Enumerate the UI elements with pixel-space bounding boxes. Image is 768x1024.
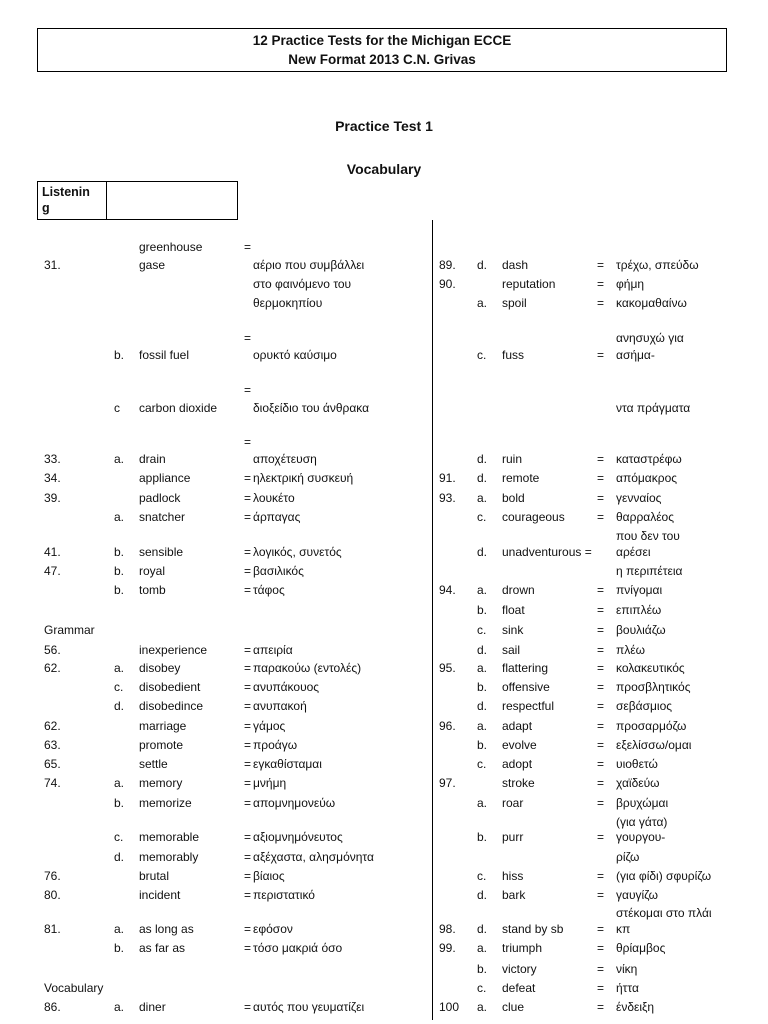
right-row-eq: = (597, 603, 605, 617)
left-row-word: gase (139, 258, 166, 272)
right-row-word: courageous (502, 510, 565, 524)
left-row-num: 62. (44, 719, 61, 733)
left-row-eq: = (244, 583, 252, 597)
left-row-num: 63. (44, 738, 61, 752)
left-row-word: incident (139, 888, 181, 902)
left-row-word: royal (139, 564, 166, 578)
right-row-trans: η περιπέτεια (616, 564, 683, 578)
left-row-trans: τόσο μακριά όσο (253, 941, 343, 955)
left-row-eq: = (244, 830, 252, 844)
left-row-letter: c. (114, 830, 124, 844)
right-row-word: bark (502, 888, 526, 902)
left-row-eq: = (244, 776, 252, 790)
left-row-trans: γάμος (253, 719, 286, 733)
right-row-trans: (για φίδι) σφυρίζω (616, 869, 712, 883)
left-row-word: memorably (139, 850, 199, 864)
right-row-word: reputation (502, 277, 556, 291)
left-row-num: 76. (44, 869, 61, 883)
left-row-num: 34. (44, 471, 61, 485)
vocabulary-section-label: Vocabulary (44, 981, 104, 995)
right-row-eq: = (597, 583, 605, 597)
left-row-trans: διοξείδιο του άνθρακα (253, 401, 370, 415)
right-row-trans: υιοθετώ (616, 757, 658, 771)
right-row-eq: = (597, 776, 605, 790)
right-row-letter: a. (477, 491, 488, 505)
left-row-letter: a. (114, 1000, 125, 1014)
left-row-letter: b. (114, 796, 125, 810)
left-row-num: 62. (44, 661, 61, 675)
left-row-eq: = (244, 491, 252, 505)
left-row-word: drain (139, 452, 166, 466)
right-row-letter: d. (477, 545, 488, 559)
right-row-word: stand by sb (502, 922, 564, 936)
left-row-trans: περιστατικό (253, 888, 315, 902)
left-row-eq: = (244, 435, 252, 449)
left-row-trans: αυτός που γευματίζει (253, 1000, 365, 1014)
right-row-word: ruin (502, 452, 523, 466)
listening-label-cell (38, 182, 107, 219)
right-row-eq: = (597, 452, 605, 466)
right-row-trans: βουλιάζω (616, 623, 666, 637)
left-row-letter: c (114, 401, 120, 415)
left-row-num: 65. (44, 757, 61, 771)
right-row-word: roar (502, 796, 524, 810)
right-row-trans: καταστρέφω (616, 452, 682, 466)
right-row-letter: d. (477, 452, 488, 466)
left-row-trans: θερμοκηπίου (253, 296, 323, 310)
right-row-eq: = (597, 510, 605, 524)
right-row-word: sail (502, 643, 521, 657)
left-row-eq: = (244, 331, 252, 345)
left-row-trans: εγκαθίσταμαι (253, 757, 322, 771)
right-row-eq: = (597, 699, 605, 713)
left-row-word: greenhouse (139, 240, 203, 254)
document-title-box (37, 28, 727, 72)
left-row-word: appliance (139, 471, 191, 485)
left-row-trans: στο φαινόμενο του (253, 277, 352, 291)
right-row-word: remote (502, 471, 540, 485)
right-row-num: 96. (439, 719, 456, 733)
right-row-word: bold (502, 491, 525, 505)
left-row-word: fossil fuel (139, 348, 190, 362)
right-row-letter: a. (477, 661, 488, 675)
right-row-letter: a. (477, 719, 488, 733)
right-row-word: respectful (502, 699, 555, 713)
right-row-num: 95. (439, 661, 456, 675)
left-row-eq: = (244, 564, 252, 578)
right-row-word: offensive (502, 680, 550, 694)
right-row-letter: d. (477, 643, 488, 657)
left-row-num: 47. (44, 564, 61, 578)
left-row-word: carbon dioxide (139, 401, 218, 415)
left-row-eq: = (244, 941, 252, 955)
left-row-trans: τάφος (253, 583, 285, 597)
right-row-eq: = (597, 623, 605, 637)
right-row-letter: b. (477, 680, 488, 694)
right-row-eq: = (597, 738, 605, 752)
left-row-letter: b. (114, 348, 125, 362)
left-row-letter: a. (114, 510, 125, 524)
title-line-1: 12 Practice Tests for the Michigan ECCE (252, 33, 512, 48)
left-row-trans: αξέχαστα, αλησμόνητα (253, 850, 374, 864)
right-row-eq: = (597, 719, 605, 733)
right-row-trans: προσβλητικός (616, 680, 691, 694)
right-row-trans: που δεν του (616, 529, 680, 543)
right-row-num: 98. (439, 922, 456, 936)
left-row-letter: c. (114, 680, 124, 694)
left-row-eq: = (244, 869, 252, 883)
right-row-word: fuss (502, 348, 525, 362)
right-row-trans: επιπλέω (616, 603, 662, 617)
right-row-letter: c. (477, 623, 487, 637)
right-row-eq: = (597, 830, 605, 844)
right-row-eq: = (597, 757, 605, 771)
left-row-trans: παρακούω (εντολές) (253, 661, 362, 675)
left-row-word: padlock (139, 491, 181, 505)
right-row-eq: = (597, 888, 605, 902)
right-row-trans: αρέσει (616, 545, 651, 559)
right-row-trans: (για γάτα) (616, 815, 668, 829)
right-row-word: defeat (502, 981, 536, 995)
right-row-word: drown (502, 583, 535, 597)
left-row-trans: ηλεκτρική συσκευή (253, 471, 354, 485)
right-row-eq: = (597, 348, 605, 362)
left-row-num: 80. (44, 888, 61, 902)
right-row-num: 91. (439, 471, 456, 485)
left-row-trans: ανυπακοή (253, 699, 307, 713)
right-row-trans: προσαρμόζω (616, 719, 687, 733)
left-row-num: 33. (44, 452, 61, 466)
left-row-letter: a. (114, 452, 125, 466)
right-row-trans: χαϊδεύω (616, 776, 660, 790)
left-row-letter: b. (114, 941, 125, 955)
left-row-trans: αξιομνημόνευτος (253, 830, 343, 844)
right-row-eq: = (597, 869, 605, 883)
right-row-trans: θρίαμβος (616, 941, 666, 955)
right-row-trans: νίκη (616, 962, 638, 976)
left-row-num: 74. (44, 776, 61, 790)
right-row-num: 90. (439, 277, 456, 291)
left-row-trans: απειρία (253, 643, 293, 657)
right-row-num: 99. (439, 941, 456, 955)
right-row-word: purr (502, 830, 524, 844)
right-row-eq: = (597, 296, 605, 310)
right-row-letter: d. (477, 699, 488, 713)
right-row-word: clue (502, 1000, 525, 1014)
right-row-trans: σεβάσμιος (616, 699, 673, 713)
left-row-trans: λουκέτο (253, 491, 295, 505)
listening-label-line-2: g (42, 201, 50, 215)
left-row-eq: = (244, 1000, 252, 1014)
right-row-letter: d. (477, 922, 488, 936)
left-row-word: inexperience (139, 643, 208, 657)
left-row-num: 56. (44, 643, 61, 657)
left-row-trans: ορυκτό καύσιμο (253, 348, 337, 362)
left-row-word: memory (139, 776, 183, 790)
left-row-letter: b. (114, 564, 125, 578)
title-line-2: New Format 2013 C.N. Grivas (288, 52, 476, 67)
left-row-word: tomb (139, 583, 166, 597)
left-row-letter: d. (114, 850, 125, 864)
left-row-eq: = (244, 680, 252, 694)
column-divider (432, 220, 433, 1020)
right-row-trans: γενναίος (616, 491, 662, 505)
left-row-eq: = (244, 738, 252, 752)
right-row-letter: a. (477, 583, 488, 597)
right-row-trans: βρυχώμαι (616, 796, 669, 810)
right-row-word: stroke (502, 776, 535, 790)
right-row-trans: θαρραλέος (616, 510, 675, 524)
right-row-word: victory (502, 962, 537, 976)
left-row-trans: άρπαγας (253, 510, 301, 524)
right-row-word: dash (502, 258, 529, 272)
right-row-eq: = (597, 277, 605, 291)
left-row-trans: εφόσον (253, 922, 293, 936)
right-row-word: adapt (502, 719, 533, 733)
left-row-num: 31. (44, 258, 61, 272)
right-row-eq: = (597, 258, 605, 272)
right-row-trans: ασήμα- (616, 348, 655, 362)
right-row-word: adopt (502, 757, 533, 771)
left-row-trans: βασιλικός (253, 564, 304, 578)
left-row-word: memorable (139, 830, 200, 844)
right-row-word: float (502, 603, 525, 617)
right-row-trans: απόμακρος (616, 471, 678, 485)
left-row-eq: = (244, 719, 252, 733)
left-row-eq: = (244, 888, 252, 902)
right-row-trans: στέκομαι στο πλάι (616, 906, 712, 920)
right-row-word: triumph (502, 941, 543, 955)
right-row-word: spoil (502, 296, 527, 310)
left-row-num: 81. (44, 922, 61, 936)
right-row-trans: φήμη (616, 277, 645, 291)
right-row-trans: κακομαθαίνω (616, 296, 687, 310)
right-row-eq: = (597, 922, 605, 936)
left-row-word: marriage (139, 719, 187, 733)
left-row-trans: λογικός, συνετός (253, 545, 342, 559)
right-row-word: evolve (502, 738, 537, 752)
right-row-eq: = (597, 491, 605, 505)
left-row-word: sensible (139, 545, 184, 559)
left-row-word: as long as (139, 922, 194, 936)
listening-label-line-1: Listenin (42, 185, 90, 199)
left-row-word: diner (139, 1000, 166, 1014)
left-row-num: 39. (44, 491, 61, 505)
left-row-eq: = (244, 757, 252, 771)
left-row-word: promote (139, 738, 184, 752)
left-row-eq: = (244, 510, 252, 524)
right-row-letter: d. (477, 888, 488, 902)
right-row-num: 89. (439, 258, 456, 272)
right-row-letter: c. (477, 348, 487, 362)
left-row-trans: αποχέτευση (253, 452, 317, 466)
right-row-letter: b. (477, 603, 488, 617)
right-row-letter: b. (477, 962, 488, 976)
right-row-eq: = (597, 643, 605, 657)
practice-test-title: Practice Test 1 (335, 118, 433, 134)
right-row-trans: κολακευτικός (616, 661, 685, 675)
left-row-letter: a. (114, 776, 125, 790)
right-row-num: 94. (439, 583, 456, 597)
left-row-eq: = (244, 643, 252, 657)
right-row-trans: ντα πράγματα (616, 401, 691, 415)
left-row-trans: ανυπάκουος (253, 680, 320, 694)
left-row-word: memorize (139, 796, 192, 810)
right-row-letter: a. (477, 941, 488, 955)
right-row-eq: = (597, 796, 605, 810)
left-row-eq: = (244, 383, 252, 397)
right-row-letter: a. (477, 796, 488, 810)
vocabulary-heading: Vocabulary (346, 161, 422, 177)
listening-label-box (37, 181, 238, 220)
right-row-eq: = (597, 661, 605, 675)
right-row-letter: d. (477, 258, 488, 272)
right-row-letter: b. (477, 738, 488, 752)
right-row-trans: κπ (616, 922, 631, 936)
left-row-word: brutal (139, 869, 170, 883)
left-row-word: settle (139, 757, 168, 771)
right-row-trans: ρίζω (616, 850, 640, 864)
left-row-word: disobedient (139, 680, 201, 694)
right-row-word: flattering (502, 661, 549, 675)
left-row-letter: a. (114, 922, 125, 936)
left-row-num: 41. (44, 545, 61, 559)
right-row-trans: τρέχω, σπεύδω (616, 258, 699, 272)
right-row-eq: = (597, 981, 605, 995)
left-row-letter: b. (114, 545, 125, 559)
right-row-num: 93. (439, 491, 456, 505)
right-row-trans: εξελίσσω/ομαι (616, 738, 692, 752)
right-row-letter: c. (477, 981, 487, 995)
left-row-letter: a. (114, 661, 125, 675)
right-row-letter: c. (477, 869, 487, 883)
right-row-word: hiss (502, 869, 524, 883)
left-row-eq: = (244, 661, 252, 675)
right-row-trans: γαυγίζω (616, 888, 659, 902)
right-row-num: 97. (439, 776, 456, 790)
right-row-letter: c. (477, 510, 487, 524)
right-row-eq: = (597, 941, 605, 955)
left-row-word: disobey (139, 661, 181, 675)
right-row-eq: = (597, 471, 605, 485)
right-row-letter: d. (477, 471, 488, 485)
left-row-word: disobedince (139, 699, 204, 713)
left-row-eq: = (244, 796, 252, 810)
right-row-trans: γουργου- (616, 830, 666, 844)
right-row-trans: ένδειξη (616, 1000, 655, 1014)
right-row-eq: = (597, 962, 605, 976)
left-row-word: snatcher (139, 510, 186, 524)
right-row-eq: = (597, 680, 605, 694)
right-row-word: unadventurous = (502, 545, 592, 559)
left-row-eq: = (244, 699, 252, 713)
left-row-letter: b. (114, 583, 125, 597)
left-row-trans: αέριο που συμβάλλει (253, 258, 365, 272)
right-row-letter: a. (477, 1000, 488, 1014)
left-row-num: 86. (44, 1000, 61, 1014)
right-row-trans: πνίγομαι (616, 583, 663, 597)
right-row-letter: c. (477, 757, 487, 771)
right-row-word: sink (502, 623, 524, 637)
left-row-letter: d. (114, 699, 125, 713)
right-row-trans: πλέω (616, 643, 645, 657)
left-row-eq: = (244, 240, 252, 254)
right-row-trans: ανησυχώ για (616, 331, 684, 345)
left-row-word: as far as (139, 941, 186, 955)
right-row-num: 100 (439, 1000, 460, 1014)
right-row-letter: a. (477, 296, 488, 310)
right-row-letter: b. (477, 830, 488, 844)
right-row-eq: = (597, 1000, 605, 1014)
left-row-eq: = (244, 922, 252, 936)
left-row-eq: = (244, 471, 252, 485)
grammar-section-label: Grammar (44, 623, 95, 637)
right-row-trans: ήττα (616, 981, 639, 995)
left-row-trans: προάγω (253, 738, 298, 752)
left-row-trans: βίαιος (253, 869, 285, 883)
left-row-eq: = (244, 545, 252, 559)
left-row-eq: = (244, 850, 252, 864)
left-row-trans: μνήμη (253, 776, 287, 790)
left-row-trans: απομνημονεύω (253, 796, 336, 810)
